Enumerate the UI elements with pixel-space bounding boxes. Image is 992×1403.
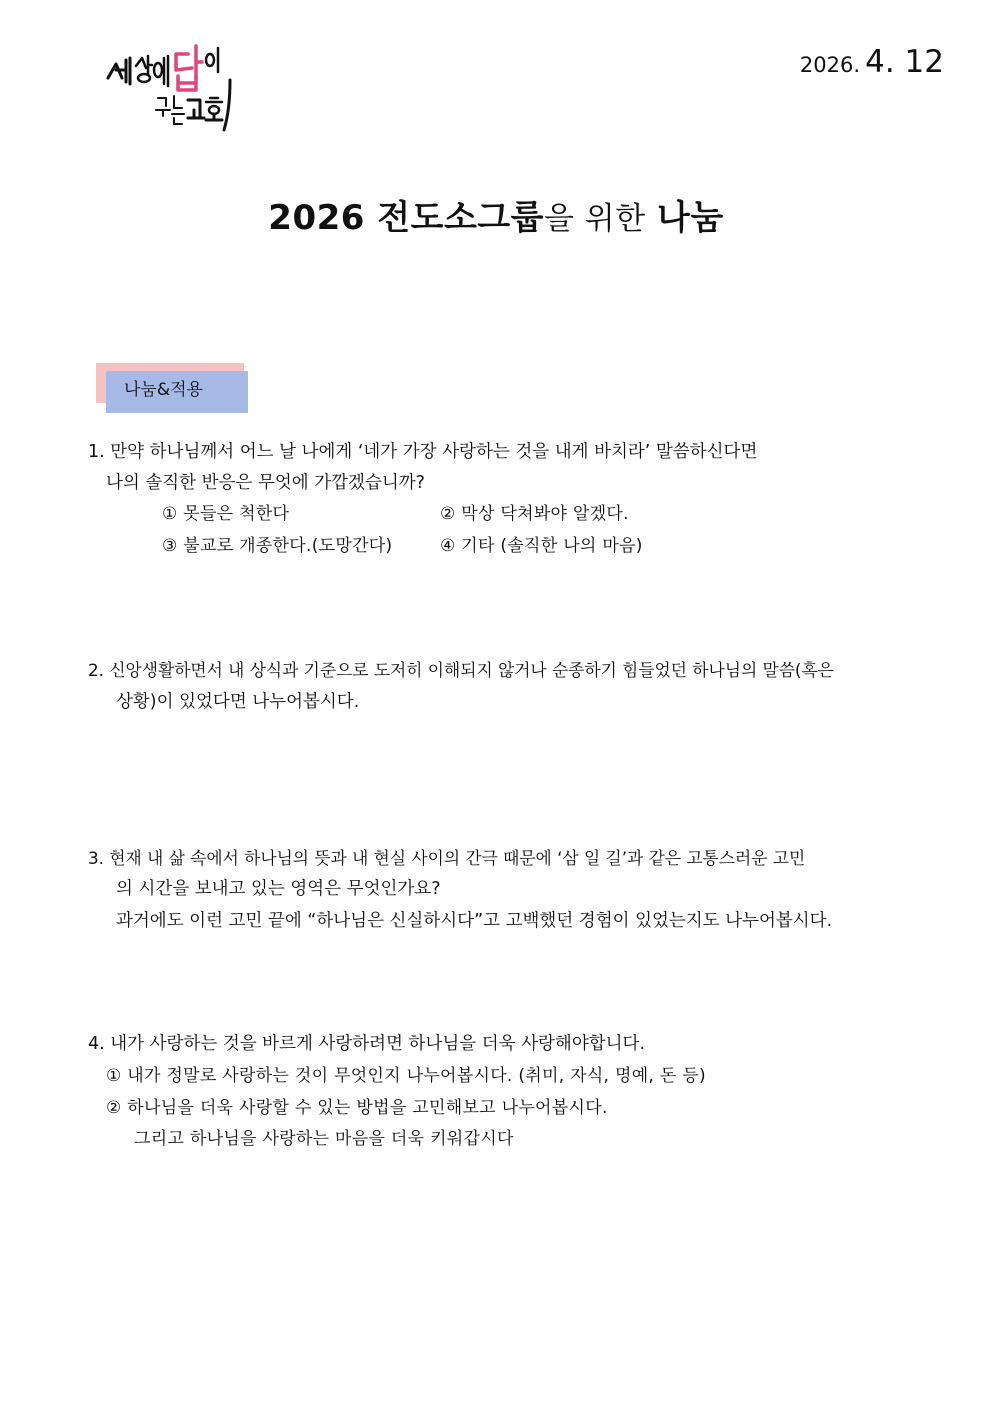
question-1-option-1: ① 못들은 척한다 <box>162 504 290 524</box>
question-1-option-2: ② 막상 닥쳐봐야 알겠다. <box>440 504 629 524</box>
title-part1: 2026 전도소그룹 <box>268 198 544 238</box>
question-2-line-1: 2. 신앙생활하면서 내 상식과 기준으로 도저히 이해되지 않거나 순종하기 힘들었던 하나님의 말씀(혹은 <box>88 660 834 680</box>
question-1-option-3: ③ 불교로 개종한다.(도망간다) <box>162 536 393 556</box>
date-month-day: 4. 12 <box>865 44 944 80</box>
title-part2: 을 위한 <box>543 201 646 237</box>
question-2-line-2: 상황)이 있었다면 나누어봅시다. <box>116 692 360 712</box>
question-4-option-2: ② 하나님을 더욱 사랑할 수 있는 방법을 고민해보고 나누어봅시다. <box>106 1098 608 1118</box>
church-logo <box>100 40 250 135</box>
question-1-line-2: 나의 솔직한 반응은 무엇에 가깝겠습니까? <box>106 473 425 493</box>
question-4-option-1: ① 내가 정말로 사랑하는 것이 무엇인지 나누어봅시다. (취미, 자식, 명예, 돈 등) <box>106 1066 706 1086</box>
question-1-line-1: 1. 만약 하나님께서 어느 날 나에게 ‘네가 가장 사랑하는 것을 내게 바치라’ 말씀하신다면 <box>88 442 758 462</box>
date-year: 2026. <box>799 53 861 77</box>
question-3-line-3: 과거에도 이런 고민 끝에 “하나님은 신실하시다”고 고백했던 경험이 있었는지도 나누어봅시다. <box>116 911 833 931</box>
question-3-line-1: 3. 현재 내 삶 속에서 하나님의 뜻과 내 현실 사이의 간극 때문에 ‘삼 일 길’과 같은 고통스러운 고민 <box>88 848 806 868</box>
question-1-option-4: ④ 기타 (솔직한 나의 마음) <box>440 536 643 556</box>
section-tag: 나눔&적용 <box>106 371 248 413</box>
question-4-line-1: 4. 내가 사랑하는 것을 바르게 사랑하려면 하나님을 더욱 사랑해야합니다. <box>88 1034 646 1054</box>
title-part3: 나눔 <box>657 198 724 238</box>
date <box>800 44 944 80</box>
question-3-line-2: 의 시간을 보내고 있는 영역은 무엇인가요? <box>116 879 441 899</box>
page-title <box>0 190 992 239</box>
question-4-option-2-continued: 그리고 하나님을 사랑하는 마음을 더욱 키워갑시다 <box>134 1129 514 1149</box>
